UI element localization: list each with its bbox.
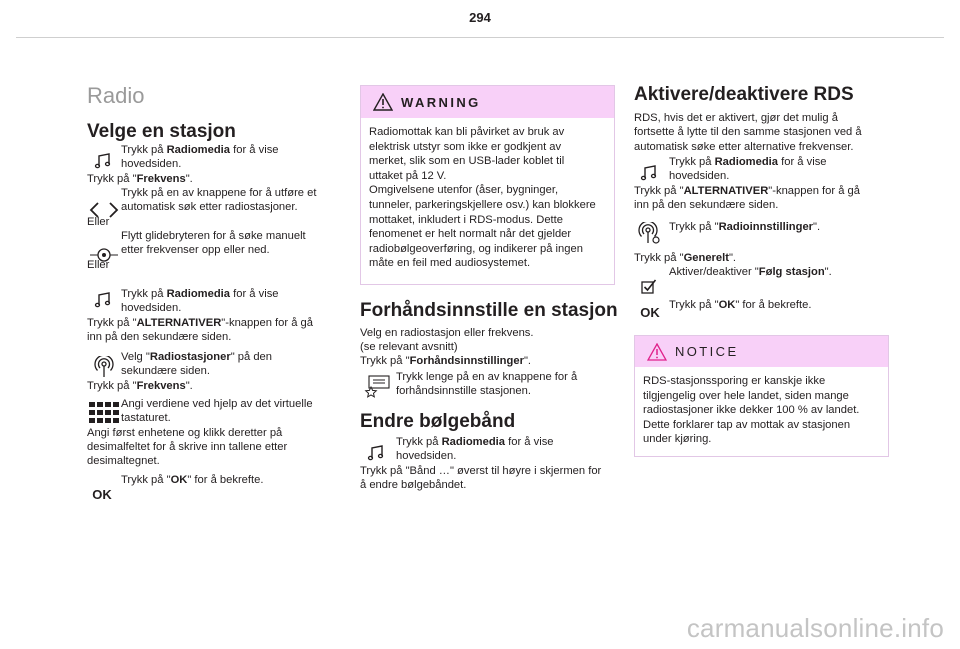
step-text: Trykk på "ALTERNATIVER"-knappen for å gå [87,317,313,329]
warning-line: Omgivelsene utenfor (åser, bygninger, [369,184,559,197]
rds-intro-line: RDS, hvis det er aktivert, gjør det mulig å [634,112,838,124]
radio-station-icon [88,352,120,382]
step-text: Eller [87,259,110,271]
notice-triangle-icon [647,343,667,361]
step-text: Flytt glidebryteren for å søke manuelt [121,230,306,242]
step-text: hovedsiden. [121,158,182,170]
notice-title: NOTICE [675,344,739,359]
keypad-icon [88,398,120,428]
step-text: desimaltegnet. [87,455,160,467]
heading-rds: Aktivere/deaktivere RDS [634,84,854,105]
header-rule [16,37,944,38]
step-text: Trykk på "Frekvens". [87,173,193,185]
rds-intro-line: fortsette å lytte til den samme stasjonen ved å [634,126,862,139]
step-text: Angi verdiene ved hjelp av det virtuelle [121,398,313,410]
step-text: Velg "Radiostasjoner" på den [121,351,272,363]
step-text: automatisk søk etter radiostasjoner. [121,201,298,213]
step-text: Aktiver/deaktiver "Følg stasjon". [669,266,832,278]
step-text: Trykk på "OK" for å bekrefte. [669,299,812,311]
step-text: Trykk på en av knappene for å utføre et [121,187,317,199]
warning-line: tunneler, parkeringskjellere osv.) kan blokkere [369,198,596,211]
body-text: Velg en radiostasjon eller frekvens. [360,327,534,339]
step-text: desimalfeltet for å skrive inn tallene etter [87,441,288,453]
step-text: Trykk på "Bånd …" øverst til høyre i skjermen for [360,465,602,477]
step-text: Angi først enhetene og klikk deretter på [87,427,283,439]
warning-line: elektrisk utstyr som ikke er godkjent av [369,140,562,153]
warning-line: radiobølgeoverføring, og indikerer på ingen [369,242,583,255]
step-text: Trykk på Radiomedia for å vise [121,288,279,300]
step-text: forhåndsinnstille stasjonen. [396,385,531,397]
heading-velge-stasjon: Velge en stasjon [87,121,236,142]
warning-triangle-icon [373,93,393,111]
notice-line: radiostasjoner ikke dekker 100 % av landet. [643,404,860,417]
warning-line: merket, slik som en USB-lader koblet til [369,155,565,168]
warning-line: fenomenet er helt normalt når det gjelder [369,228,572,241]
warning-title: WARNING [401,94,481,110]
body-text: Trykk på "Forhåndsinnstillinger". [360,355,532,367]
warning-box [360,85,615,285]
rds-intro-line: automatisk søke etter alternative frekvenser. [634,140,854,153]
step-text: Trykk på "OK" for å bekrefte. [121,474,264,486]
body-text: (se relevant avsnitt) [360,341,458,353]
step-text: Trykk på "Generelt". [634,252,737,264]
heading-endre-bolgeband: Endre bølgebånd [360,411,516,432]
step-text: inn på den sekundære siden. [87,331,232,343]
step-text: Trykk på "Radioinnstillinger". [669,221,821,233]
warning-line: uttaket på 12 V. [369,169,447,182]
notice-line: tilgjengelig over hele landet, siden mange [643,389,849,402]
page-number: 294 [469,10,491,25]
ok-icon: OK [640,304,660,320]
notice-line: Dette forklarer tap av mottak av stasjonen [643,418,851,431]
step-text: sekundære siden. [121,365,210,377]
step-text: hovedsiden. [669,170,730,182]
watermark: carmanualsonline.info [686,613,944,643]
heading-forhandsinnstille: Forhåndsinnstille en stasjon [360,300,618,321]
warning-line: Radiomottak kan bli påvirket av bruk av [369,126,565,138]
step-text: Trykk på "ALTERNATIVER"-knappen for å gå [634,185,860,197]
step-text: Trykk på Radiomedia for å vise [669,156,827,168]
rds-intro [634,111,862,154]
notice-line: under kjøring. [643,433,712,446]
preset-star-icon [361,372,393,402]
step-text: å endre bølgebåndet. [360,479,467,491]
step-text: Trykk lenge på en av knappene for å [396,371,578,383]
radio-title: Radio [87,83,145,108]
warning-text [369,125,596,271]
notice-line: RDS-stasjonssporing er kanskje ikke [643,375,826,387]
warning-line: mottaket, inkludert i RDS-modus. Dette [369,213,563,226]
step-text: Trykk på "Frekvens". [87,380,193,392]
step-text: Eller [87,216,110,228]
notice-text [643,374,859,447]
step-text: Trykk på Radiomedia for å vise [121,144,279,156]
step-text: hovedsiden. [121,302,182,314]
step-text: Trykk på Radiomedia for å vise [396,436,554,448]
step-text: tastaturet. [121,412,171,424]
music-note-icon [88,285,120,315]
radio-settings-icon [634,219,666,249]
step-text: inn på den sekundære siden. [634,199,779,211]
step-text: etter frekvenser opp eller ned. [121,244,270,256]
step-text: hovedsiden. [396,450,457,462]
ok-icon: OK [92,486,112,502]
warning-line: måte en feil med audiosystemet. [369,257,531,270]
notice-box [634,335,889,457]
